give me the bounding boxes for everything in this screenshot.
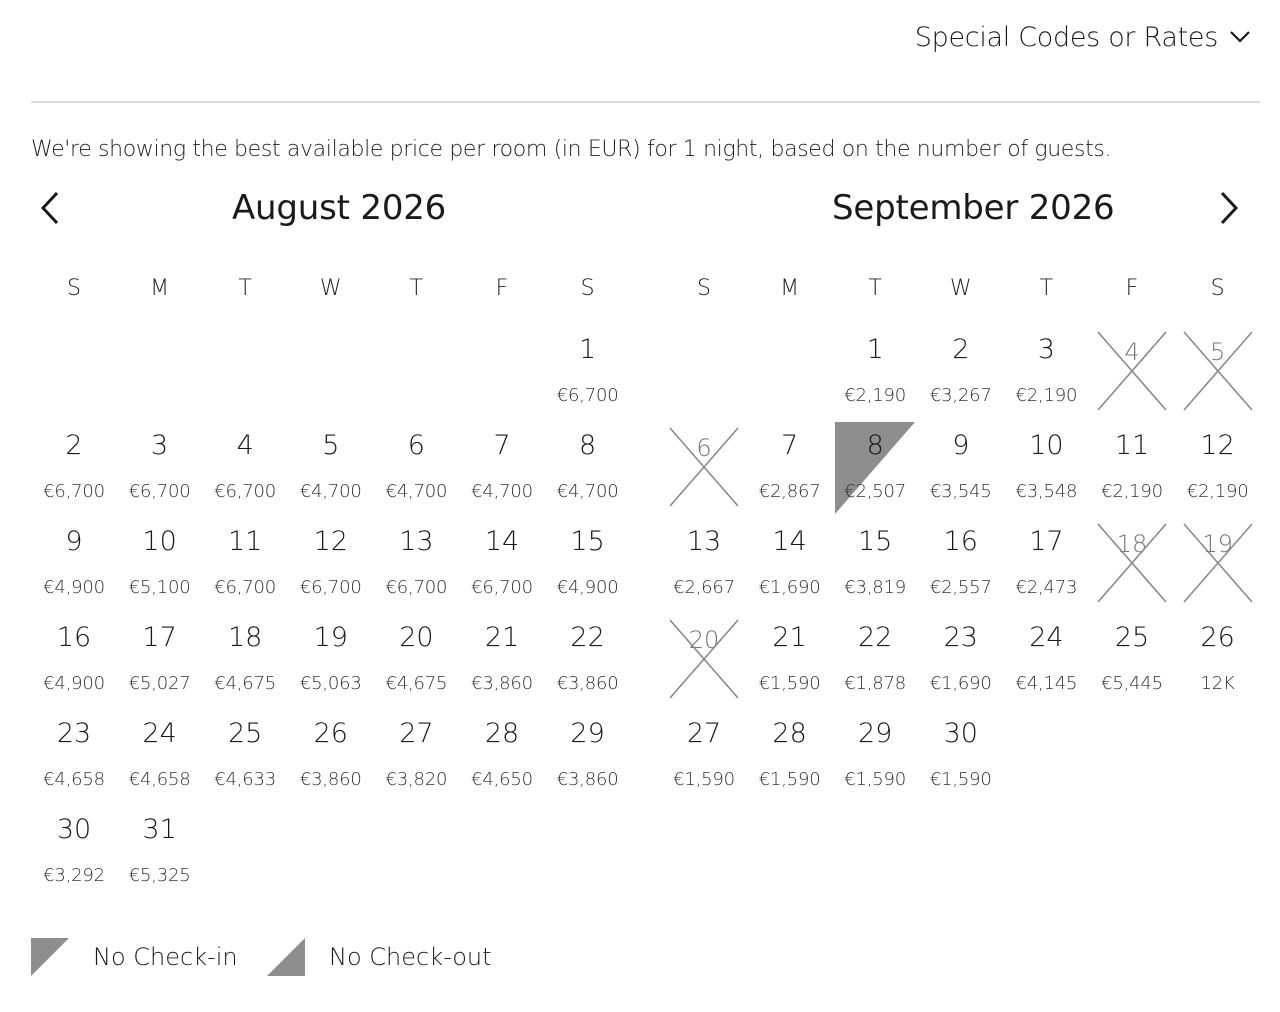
day-price: €6,700 [214,577,277,598]
day-price: €4,658 [128,769,191,790]
day-cell[interactable] [34,518,114,610]
day-cell[interactable] [291,614,371,706]
day-price: 12K [1200,673,1235,694]
day-number: 19 [313,622,348,653]
unavailable-cross-icon [1092,518,1172,610]
day-number: 9 [952,430,970,461]
day-number: 13 [686,526,722,557]
day-cell[interactable] [750,710,830,802]
day-number: 7 [781,430,799,461]
day-price: €2,190 [1101,481,1163,502]
unavailable-cross-icon [664,614,744,706]
day-cell[interactable] [376,422,456,514]
day-number: 24 [142,718,177,749]
day-number: 20 [399,622,434,653]
day-number: 21 [484,622,520,653]
day-cell [1092,326,1172,418]
day-number: 16 [56,622,92,653]
day-cell[interactable] [664,710,744,802]
no-checkin-swatch-icon [31,938,69,976]
day-cell[interactable] [1178,422,1258,514]
day-price: €3,860 [556,673,619,694]
day-cell[interactable] [1006,614,1086,706]
day-cell [1092,518,1172,610]
weekday-header: F [495,276,509,301]
day-number: 3 [1037,334,1055,365]
day-cell[interactable] [376,710,456,802]
day-price: €6,700 [43,481,105,502]
day-price: €1,690 [929,673,992,694]
day-number: 21 [772,622,807,653]
unavailable-cross-icon [1178,518,1258,610]
day-number: 22 [858,622,893,653]
day-number: 8 [866,430,884,461]
day-number: 29 [570,718,605,749]
day-price: €4,700 [385,481,448,502]
day-number: 26 [1200,622,1235,653]
day-price: €1,590 [758,673,821,694]
day-cell[interactable] [376,614,456,706]
day-cell[interactable] [921,614,1001,706]
day-price: €1,690 [758,577,821,598]
day-cell[interactable] [750,614,830,706]
day-price: €4,675 [385,673,448,694]
day-price: €1,878 [844,673,907,694]
day-number: 5 [1209,338,1226,366]
day-cell[interactable] [120,806,200,898]
weekday-header: S [67,276,81,301]
day-cell[interactable] [462,614,542,706]
day-number: 30 [943,718,978,749]
weekday-header: T [409,276,424,301]
day-price: €4,700 [299,481,362,502]
day-price: €4,650 [471,769,533,790]
day-cell[interactable] [205,518,285,610]
day-price: €2,507 [844,481,907,502]
day-price: €2,867 [758,481,821,502]
day-number: 4 [1124,338,1140,366]
day-cell[interactable] [921,326,1001,418]
day-cell[interactable] [34,614,114,706]
day-price: €4,658 [43,769,105,790]
day-cell[interactable] [548,518,628,610]
day-number: 17 [1029,526,1064,557]
day-price: €1,590 [758,769,821,790]
day-number: 24 [1029,622,1064,653]
weekday-header: T [238,276,252,301]
day-cell[interactable] [205,614,285,706]
day-price: €6,700 [128,481,191,502]
day-number: 20 [688,626,720,654]
day-cell[interactable] [291,422,371,514]
day-number: 11 [1114,430,1150,461]
day-number: 25 [1114,622,1150,653]
day-cell[interactable] [1006,518,1086,610]
day-number: 1 [579,334,597,365]
chevron-down-icon [1228,29,1252,45]
day-number: 4 [236,430,254,461]
weekday-header: T [868,276,882,301]
day-cell [664,614,744,706]
unavailable-cross-icon [1178,326,1258,418]
day-number: 27 [399,718,434,749]
prev-month-button[interactable] [28,186,72,230]
day-price: €2,557 [929,577,992,598]
day-cell[interactable] [664,518,744,610]
day-number: 2 [952,334,970,365]
day-price: €6,700 [299,577,362,598]
day-number: 13 [399,526,434,557]
chevron-left-icon [38,190,62,226]
weekday-header: F [1125,276,1139,301]
day-price: €2,473 [1015,577,1078,598]
day-price: €3,860 [556,769,619,790]
day-cell[interactable] [120,710,200,802]
weekday-header: M [150,276,170,301]
day-price: €6,700 [214,481,277,502]
day-number: 10 [142,526,177,557]
day-number: 6 [407,430,425,461]
day-number: 19 [1202,530,1233,558]
day-cell[interactable] [120,422,200,514]
day-number: 30 [56,814,92,845]
day-price: €1,590 [929,769,992,790]
day-cell[interactable] [205,422,285,514]
next-month-button[interactable] [1207,186,1251,230]
weekday-header: S [580,276,595,301]
day-cell[interactable] [462,710,542,802]
day-cell[interactable] [34,422,114,514]
day-number: 22 [570,622,605,653]
day-number: 27 [686,718,722,749]
day-number: 12 [1200,430,1235,461]
day-cell[interactable] [548,614,628,706]
day-cell[interactable] [120,518,200,610]
day-number: 10 [1029,430,1064,461]
day-number: 14 [484,526,520,557]
day-price: €4,145 [1015,673,1078,694]
day-number: 7 [493,430,511,461]
day-number: 29 [858,718,893,749]
day-cell [664,422,744,514]
day-price: €5,063 [299,673,362,694]
day-number: 16 [943,526,978,557]
day-number: 31 [142,814,177,845]
day-cell[interactable] [548,422,628,514]
weekday-header: T [1039,276,1054,301]
day-number: 15 [858,526,893,557]
day-number: 26 [313,718,348,749]
day-cell[interactable] [835,326,915,418]
day-cell[interactable] [1178,614,1258,706]
day-cell[interactable] [291,518,371,610]
day-number: 28 [484,718,520,749]
day-cell[interactable] [291,710,371,802]
day-price: €4,900 [43,577,105,598]
day-number: 2 [65,430,83,461]
day-number: 1 [866,334,884,365]
day-cell [1178,518,1258,610]
legend-no-checkout-label: No Check-out [329,943,492,971]
day-cell[interactable] [835,518,915,610]
day-price: €4,633 [214,769,277,790]
special-codes-label: Special Codes or Rates [914,21,1218,53]
unavailable-cross-icon [1092,326,1172,418]
day-price: €4,900 [43,673,105,694]
day-number: 25 [228,718,263,749]
day-price: €6,700 [385,577,448,598]
day-cell[interactable] [462,422,542,514]
day-cell[interactable] [1092,422,1172,514]
month-title-september: September 2026 [832,188,1115,228]
day-price: €3,860 [471,673,533,694]
day-price: €3,819 [844,577,907,598]
day-cell[interactable] [921,422,1001,514]
day-number: 28 [772,718,807,749]
weekday-header: W [319,276,342,301]
divider [31,101,1260,103]
day-cell[interactable] [750,422,830,514]
day-number: 17 [142,622,177,653]
day-cell[interactable] [750,518,830,610]
day-number: 23 [943,622,978,653]
day-price: €6,700 [556,385,619,406]
day-price: €3,292 [43,865,105,886]
day-cell[interactable] [835,710,915,802]
day-cell[interactable] [835,614,915,706]
day-cell[interactable] [1006,422,1086,514]
special-codes-dropdown[interactable] [915,20,1252,54]
day-price: €5,445 [1101,673,1163,694]
day-price: €4,900 [556,577,619,598]
chevron-right-icon [1217,190,1241,226]
no-checkout-swatch-icon [267,938,305,976]
day-price: €2,190 [1015,385,1078,406]
weekday-header: M [780,276,800,301]
day-price: €6,700 [471,577,533,598]
day-price: €1,590 [844,769,907,790]
day-cell[interactable] [34,806,114,898]
day-price: €2,190 [1186,481,1249,502]
day-number: 11 [228,526,263,557]
weekday-header: W [949,276,972,301]
day-price: €1,590 [673,769,735,790]
day-number: 9 [65,526,83,557]
day-cell[interactable] [462,518,542,610]
day-cell[interactable] [1092,614,1172,706]
day-cell[interactable] [205,710,285,802]
weekday-header: S [1210,276,1225,301]
legend-no-checkout [267,938,492,976]
day-cell[interactable] [921,710,1001,802]
day-price: €2,667 [673,577,735,598]
day-number: 5 [322,430,340,461]
day-number: 6 [696,434,712,462]
day-cell[interactable] [921,518,1001,610]
day-number: 8 [579,430,597,461]
price-note: We're showing the best available price per room (in EUR) for 1 night, based on the number of guests. [31,137,1112,162]
legend-no-checkin [31,938,238,976]
day-price: €3,860 [299,769,362,790]
day-price: €4,700 [471,481,533,502]
day-number: 3 [151,430,169,461]
day-number: 18 [228,622,263,653]
day-cell [1178,326,1258,418]
day-price: €3,545 [929,481,992,502]
day-number: 15 [570,526,605,557]
day-cell[interactable] [835,422,915,514]
month-title-august: August 2026 [232,188,447,228]
day-price: €5,325 [128,865,191,886]
day-number: 18 [1116,530,1148,558]
day-number: 12 [313,526,348,557]
legend-no-checkin-label: No Check-in [93,943,238,971]
unavailable-cross-icon [664,422,744,514]
day-price: €5,100 [128,577,191,598]
day-cell[interactable] [548,710,628,802]
day-cell[interactable] [34,710,114,802]
day-price: €3,267 [929,385,992,406]
day-number: 23 [56,718,92,749]
day-cell[interactable] [1006,326,1086,418]
day-price: €4,700 [556,481,619,502]
day-cell[interactable] [120,614,200,706]
day-price: €5,027 [128,673,191,694]
day-price: €4,675 [214,673,277,694]
weekday-header: S [697,276,711,301]
day-price: €2,190 [844,385,907,406]
day-price: €3,820 [385,769,448,790]
day-cell[interactable] [548,326,628,418]
day-price: €3,548 [1015,481,1078,502]
day-cell[interactable] [376,518,456,610]
day-number: 14 [772,526,807,557]
